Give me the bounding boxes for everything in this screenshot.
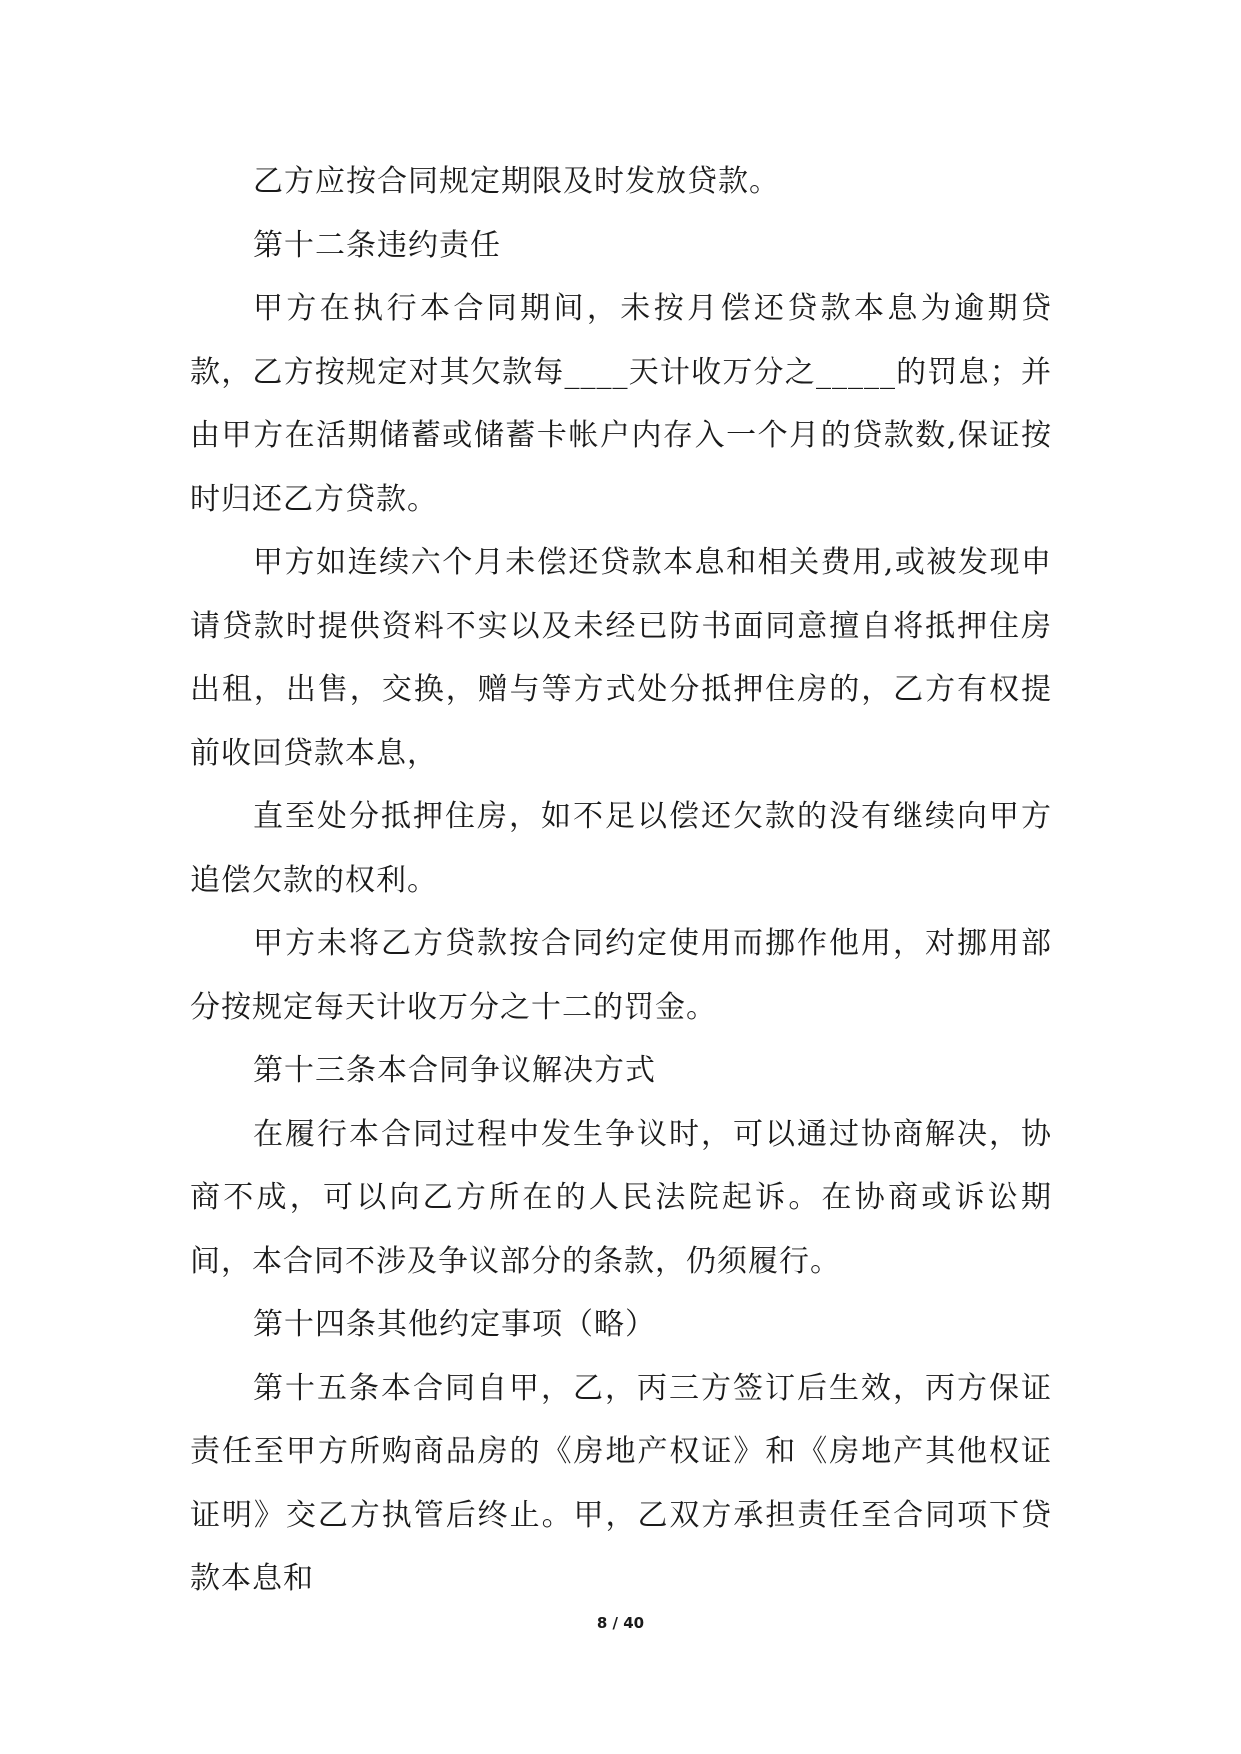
paragraph-early-recall: 甲方如连续六个月未偿还贷款本息和相关费用,或被发现申请贷款时提供资料不实以及未经已防书面同意擅自将抵押住房出租，出售，交换，赠与等方式处分抵押住房的，乙方有权提前收回贷款本息， — [190, 545, 1052, 771]
paragraph-misuse-fine: 甲方未将乙方贷款按合同约定使用而挪作他用，对挪用部分按规定每天计收万分之十二的罚金。 — [190, 926, 1052, 1025]
document-body — [190, 150, 1052, 1611]
article-13-heading: 第十三条本合同争议解决方式 — [253, 1053, 656, 1088]
paragraph-overdue-penalty: 甲方在执行本合同期间，未按月偿还贷款本息为逾期贷款，乙方按规定对其欠款每____天计收万分之_____的罚息；并由甲方在活期储蓄或储蓄卡帐户内存入一个月的贷款数,保证按时归还乙方贷款。 — [190, 291, 1052, 517]
article-14-heading: 第十四条其他约定事项（略） — [253, 1307, 656, 1342]
paragraph-article-15: 第十五条本合同自甲，乙，丙三方签订后生效，丙方保证责任至甲方所购商品房的《房地产权证》和《房地产其他权证证明》交乙方执管后终止。甲，乙双方承担责任至合同项下贷款本息和 — [190, 1370, 1052, 1596]
article-12-heading: 第十二条违约责任 — [253, 227, 501, 263]
paragraph-recourse: 直至处分抵押住房，如不足以偿还欠款的没有继续向甲方追偿欠款的权利。 — [190, 799, 1052, 898]
page-number: 8 / 40 — [596, 1614, 645, 1632]
paragraph-loan-disbursement: 乙方应按合同规定期限及时发放贷款。 — [253, 164, 780, 199]
paragraph-dispute-resolution: 在履行本合同过程中发生争议时，可以通过协商解决，协商不成，可以向乙方所在的人民法院起诉。在协商或诉讼期间，本合同不涉及争议部分的条款，仍须履行。 — [190, 1116, 1052, 1279]
